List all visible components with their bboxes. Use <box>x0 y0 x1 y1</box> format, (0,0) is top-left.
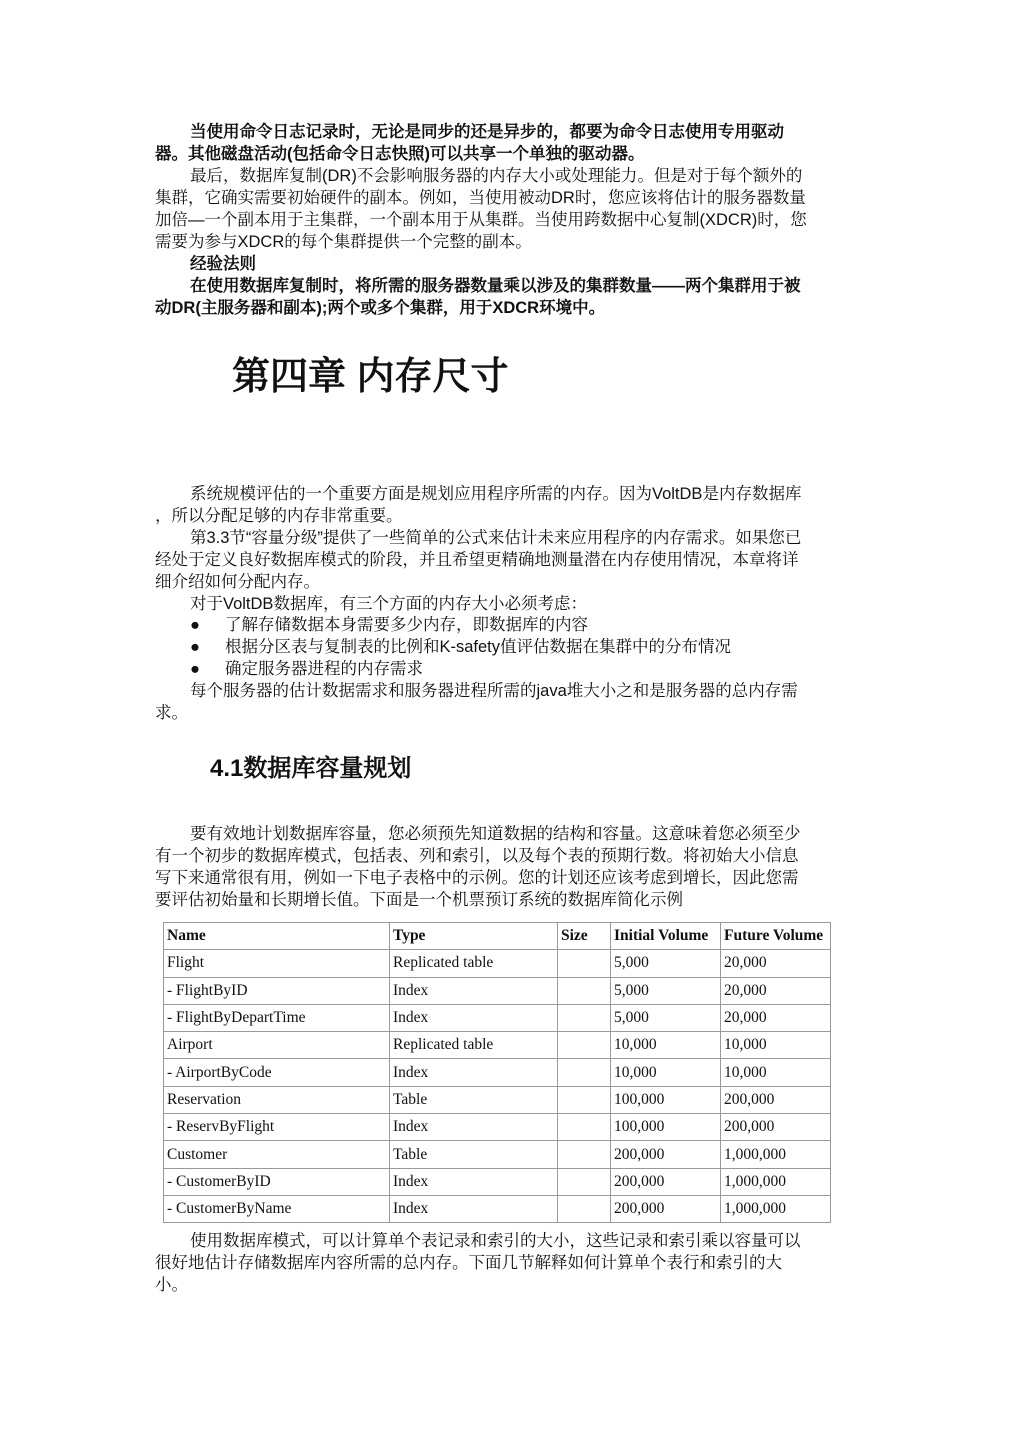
column-header: Name <box>164 923 390 950</box>
table-cell: 10,000 <box>721 1059 831 1086</box>
table-cell: 200,000 <box>611 1168 721 1195</box>
section-title: 4.1数据库容量规划 <box>210 755 412 782</box>
text-line: 每个服务器的估计数据需求和服务器进程所需的java堆大小之和是服务器的总内存需 <box>190 682 798 701</box>
text-line: 器。其他磁盘活动(包括命令日志快照)可以共享一个单独的驱动器。 <box>155 144 645 163</box>
table-row <box>164 1195 831 1222</box>
table-cell: 1,000,000 <box>721 1195 831 1222</box>
table-cell: 20,000 <box>721 950 831 977</box>
table-row <box>164 1086 831 1113</box>
column-header: Initial Volume <box>611 923 721 950</box>
bullet-icon: ● <box>190 616 200 635</box>
table-cell: 100,000 <box>611 1114 721 1141</box>
text-line: 很好地估计存储数据库内容所需的总内存。下面几节解释如何计算单个表行和索引的大 <box>155 1253 782 1272</box>
table-cell: Index <box>390 1059 558 1086</box>
table-cell: Customer <box>164 1141 390 1168</box>
text-line: 细介绍如何分配内存。 <box>155 572 320 591</box>
table-cell: 200,000 <box>721 1114 831 1141</box>
table-row <box>164 977 831 1004</box>
bullet-text: 根据分区表与复制表的比例和K-safety值评估数据在集群中的分布情况 <box>225 638 732 657</box>
table-cell <box>558 1168 611 1195</box>
table-cell <box>558 950 611 977</box>
text-line: 要评估初始量和长期增长值。下面是一个机票预订系统的数据库简化示例 <box>155 890 683 909</box>
table-cell: 5,000 <box>611 1004 721 1031</box>
table-cell: - CustomerByID <box>164 1168 390 1195</box>
table-cell <box>558 1004 611 1031</box>
bullet-icon: ● <box>190 638 200 657</box>
text-line: 当使用命令日志记录时，无论是同步的还是异步的，都要为命令日志使用专用驱动 <box>190 123 784 141</box>
table-cell: Table <box>390 1141 558 1168</box>
text-line: 第3.3节“容量分级”提供了一些简单的公式来估计未来应用程序的内存需求。如果您已 <box>190 528 802 547</box>
table-row <box>164 1004 831 1031</box>
table-cell: Replicated table <box>390 950 558 977</box>
table-cell: 5,000 <box>611 950 721 977</box>
table-cell <box>558 1059 611 1086</box>
table-cell: - ReservByFlight <box>164 1114 390 1141</box>
table-cell: Index <box>390 1195 558 1222</box>
bullet-item <box>155 659 865 681</box>
bullet-text: 了解存储数据本身需要多少内存，即数据库的内容 <box>225 616 588 635</box>
table-row <box>164 1059 831 1086</box>
table-cell: Replicated table <box>390 1032 558 1059</box>
table-header-row <box>164 923 831 950</box>
table-cell <box>558 1032 611 1059</box>
rule-of-thumb <box>155 254 865 320</box>
text-line: 有一个初步的数据库模式，包括表、列和索引，以及每个表的预期行数。将初始大小信息 <box>155 846 799 865</box>
text-line: 加倍—一个副本用于主集群，一个副本用于从集群。当使用跨数据中心复制(XDCR)时，您 <box>155 210 807 229</box>
bold-paragraph-command-log <box>155 122 865 166</box>
table-cell <box>558 977 611 1004</box>
text-line: ，所以分配足够的内存非常重要。 <box>155 506 403 525</box>
bullet-item <box>155 615 865 637</box>
text-line: 求。 <box>155 704 188 723</box>
text-line: 要有效地计划数据库容量，您必须预先知道数据的结构和容量。这意味着您必须至少 <box>190 825 801 843</box>
table-row <box>164 1114 831 1141</box>
table-cell: 200,000 <box>611 1195 721 1222</box>
table-cell: 1,000,000 <box>721 1141 831 1168</box>
text-line: 在使用数据库复制时，将所需的服务器数量乘以涉及的集群数量——两个集群用于被 <box>190 276 801 295</box>
bullet-icon: ● <box>190 660 200 679</box>
column-header: Size <box>558 923 611 950</box>
text-line: 最后，数据库复制(DR)不会影响服务器的内存大小或处理能力。但是对于每个额外的 <box>190 167 803 185</box>
text-line: 写下来通常很有用，例如一下电子表格中的示例。您的计划还应该考虑到增长，因此您需 <box>155 868 799 887</box>
table-cell: Index <box>390 977 558 1004</box>
text-line: 需要为参与XDCR的每个集群提供一个完整的副本。 <box>155 232 532 251</box>
chapter-title: 第四章 内存尺寸 <box>232 356 509 398</box>
table-cell: 10,000 <box>721 1032 831 1059</box>
table-row <box>164 1141 831 1168</box>
table-cell: Index <box>390 1114 558 1141</box>
column-header: Future Volume <box>721 923 831 950</box>
table-cell <box>558 1141 611 1168</box>
text-line: 经处于定义良好数据库模式的阶段，并且希望更精确地测量潜在内存使用情况，本章将详 <box>155 550 799 569</box>
paragraph-dr <box>155 166 865 254</box>
table-cell: 20,000 <box>721 1004 831 1031</box>
table-cell: 20,000 <box>721 977 831 1004</box>
bullet-text: 确定服务器进程的内存需求 <box>225 660 423 679</box>
bullet-item <box>155 637 865 659</box>
table-cell: Index <box>390 1004 558 1031</box>
table-cell: - AirportByCode <box>164 1059 390 1086</box>
table-cell: Flight <box>164 950 390 977</box>
table-row <box>164 1032 831 1059</box>
paragraph-schema <box>155 1231 865 1297</box>
text-line: 系统规模评估的一个重要方面是规划应用程序所需的内存。因为VoltDB是内存数据库 <box>190 485 802 503</box>
table-row <box>164 1168 831 1195</box>
table-cell: 200,000 <box>721 1086 831 1113</box>
table-cell: 10,000 <box>611 1059 721 1086</box>
column-header: Type <box>390 923 558 950</box>
table-cell <box>558 1086 611 1113</box>
table-cell: 1,000,000 <box>721 1168 831 1195</box>
table-cell: 100,000 <box>611 1086 721 1113</box>
rule-title: 经验法则 <box>190 255 256 273</box>
table-cell: 5,000 <box>611 977 721 1004</box>
table-cell: - CustomerByName <box>164 1195 390 1222</box>
text-line: 对于VoltDB数据库，有三个方面的内存大小必须考虑： <box>190 594 587 613</box>
table-cell <box>558 1114 611 1141</box>
table-cell: Reservation <box>164 1086 390 1113</box>
table-cell <box>558 1195 611 1222</box>
table-cell: Airport <box>164 1032 390 1059</box>
table-cell: - FlightByID <box>164 977 390 1004</box>
volume-table <box>163 922 831 1223</box>
paragraph-memory-intro <box>155 484 865 725</box>
text-line: 动DR(主服务器和副本);两个或多个集群，用于XDCR环境中。 <box>155 298 606 317</box>
text-line: 小。 <box>155 1275 188 1294</box>
text-line: 集群，它确实需要初始硬件的副本。例如，当使用被动DR时，您应该将估计的服务器数量 <box>155 188 806 207</box>
table-cell: Table <box>390 1086 558 1113</box>
text-line: 使用数据库模式，可以计算单个表记录和索引的大小，这些记录和索引乘以容量可以 <box>190 1232 801 1250</box>
paragraph-capacity <box>155 824 865 912</box>
table-cell: 200,000 <box>611 1141 721 1168</box>
table-row <box>164 950 831 977</box>
table-cell: - FlightByDepartTime <box>164 1004 390 1031</box>
table-cell: 10,000 <box>611 1032 721 1059</box>
table-cell: Index <box>390 1168 558 1195</box>
